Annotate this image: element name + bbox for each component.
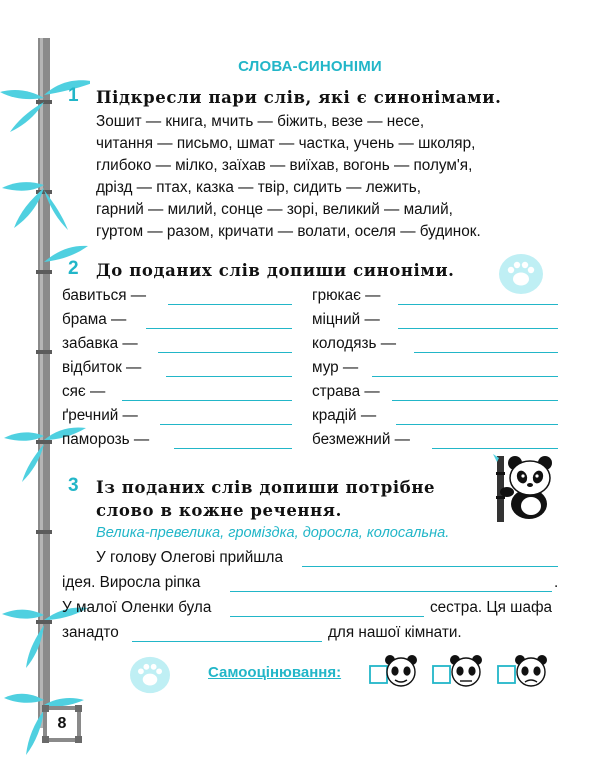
answer-line[interactable]: [432, 448, 558, 449]
word: забавка —: [62, 335, 138, 352]
task-1-line: гарний — милий, сонце — зорі, великий — малий,: [96, 201, 453, 218]
page-number: 8: [57, 715, 67, 732]
word: відбиток —: [62, 359, 142, 376]
task-2-number: 2: [68, 258, 79, 279]
answer-line[interactable]: [398, 328, 558, 329]
task-1-number: 1: [68, 85, 79, 106]
answer-line[interactable]: [132, 641, 322, 642]
task-1-line: дрізд — птах, казка — твір, сидить — лежить,: [96, 179, 421, 196]
task-3-number: 3: [68, 475, 79, 496]
sentence-text: сестра. Ця шафа: [430, 599, 553, 616]
answer-line[interactable]: [398, 304, 558, 305]
task-1-instruction: Підкресли пари слів, які є синонімами.: [96, 88, 502, 107]
svg-text:?: ?: [542, 656, 548, 667]
word: колодязь —: [312, 335, 397, 352]
synonym-row: [62, 431, 562, 453]
synonym-row: [62, 311, 562, 333]
answer-line[interactable]: [392, 400, 558, 401]
page-title: СЛОВА-СИНОНІМИ: [238, 58, 382, 75]
task-1-line: Зошит — книга, мчить — біжить, везе — несе,: [96, 113, 425, 130]
word: грюкає —: [312, 287, 381, 304]
page-number-box: [42, 705, 82, 743]
word: безмежний —: [312, 431, 410, 448]
synonym-row: [62, 287, 562, 309]
answer-line[interactable]: [174, 448, 292, 449]
answer-line[interactable]: [122, 400, 292, 401]
synonym-row: [62, 383, 562, 405]
task-1-line: глибоко — мілко, заїхав — виїхав, вогонь — полум'я,: [96, 157, 473, 174]
answer-line[interactable]: [372, 376, 558, 377]
word: ґречний —: [62, 407, 138, 424]
panda-face-icon: [515, 655, 547, 686]
answer-line[interactable]: [146, 328, 292, 329]
word: крадій —: [312, 407, 377, 424]
synonym-row: [62, 359, 562, 381]
self-assessment-scale: [368, 652, 558, 690]
answer-line[interactable]: [166, 376, 292, 377]
assessment-checkbox[interactable]: [370, 666, 387, 683]
answer-line[interactable]: [414, 352, 558, 353]
word-bank: Велика-превелика, громіздка, доросла, колосальна.: [96, 525, 450, 541]
self-assessment-label: Самооцінювання:: [208, 664, 342, 681]
sentence-text: .: [554, 574, 559, 591]
sentence-text: занадто: [62, 624, 119, 641]
word: сяє —: [62, 383, 106, 400]
paw-print-icon: [128, 655, 172, 695]
answer-line[interactable]: [168, 304, 292, 305]
word: паморозь —: [62, 431, 150, 448]
panda-face-icon: [450, 655, 482, 686]
sentence-text: ідея. Виросла ріпка: [62, 574, 201, 591]
answer-line[interactable]: [230, 616, 424, 617]
panda-face-icon: [385, 655, 417, 686]
assessment-checkbox[interactable]: [498, 666, 515, 683]
sentence-text: У голову Олегові прийшла: [96, 549, 283, 566]
sentence-text: У малої Оленки була: [62, 599, 212, 616]
answer-line[interactable]: [230, 591, 552, 592]
sentence-text: для нашої кімнати.: [328, 624, 462, 641]
word: мур —: [312, 359, 359, 376]
assessment-checkbox[interactable]: [433, 666, 450, 683]
answer-line[interactable]: [302, 566, 558, 567]
word: страва —: [312, 383, 380, 400]
task-1-line: читання — письмо, шмат — частка, учень — школяр,: [96, 135, 476, 152]
task-1-line: гуртом — разом, кричати — волати, оселя — будинок.: [96, 223, 481, 240]
task-2-instruction: До поданих слів допиши синоніми.: [96, 261, 455, 280]
task-3-instruction: слово в кожне речення.: [96, 501, 342, 520]
word: бавиться —: [62, 287, 147, 304]
answer-line[interactable]: [158, 352, 292, 353]
task-3-instruction: Із поданих слів допиши потрібне: [96, 478, 436, 497]
answer-line[interactable]: [396, 424, 558, 425]
answer-line[interactable]: [160, 424, 292, 425]
panda-icon: [493, 452, 555, 524]
synonym-row: [62, 407, 562, 429]
word: брама —: [62, 311, 127, 328]
word: міцний —: [312, 311, 380, 328]
synonym-row: [62, 335, 562, 357]
